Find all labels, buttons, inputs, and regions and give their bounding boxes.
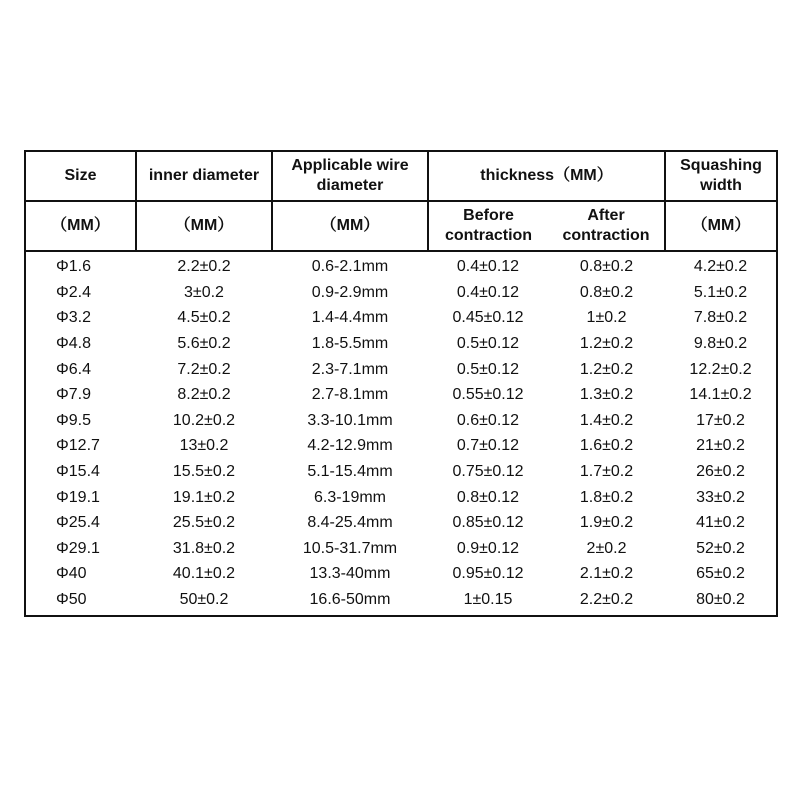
cell-inner-diameter: 15.5±0.2: [172, 463, 236, 481]
header-wire-diameter: Applicable wire diameter: [272, 151, 428, 201]
cell-size: Φ3.2: [56, 309, 92, 327]
cell-squashing-width: 65±0.2: [696, 565, 745, 583]
header-inner-diameter: inner diameter: [136, 151, 272, 201]
cell-thickness-before: 0.8±0.12: [456, 488, 520, 506]
cell-thickness-before: 0.75±0.12: [452, 463, 524, 481]
cell-wire-diameter: 8.4-25.4mm: [307, 514, 393, 532]
cell-inner-diameter: 2.2±0.2: [177, 258, 231, 276]
cell-thickness-before: 0.95±0.12: [452, 565, 524, 583]
table-row: [25, 561, 777, 587]
cell-size: Φ50: [56, 591, 87, 609]
cell-thickness-after: 1.8±0.2: [579, 488, 634, 506]
cell-wire-diameter: 1.4-4.4mm: [311, 309, 389, 327]
cell-wire-diameter: 5.1-15.4mm: [307, 463, 393, 481]
cell-squashing-width: 33±0.2: [696, 488, 745, 506]
cell-thickness-before: 1±0.15: [463, 591, 513, 609]
header-size: Size: [25, 151, 136, 201]
cell-inner-diameter: 25.5±0.2: [172, 514, 236, 532]
table-row: [25, 433, 777, 459]
cell-thickness-after: 0.8±0.2: [579, 258, 634, 276]
cell-wire-diameter: 2.7-8.1mm: [311, 386, 389, 404]
cell-inner-diameter: 3±0.2: [184, 283, 224, 301]
cell-inner-diameter: 31.8±0.2: [172, 539, 236, 557]
table-row: [25, 587, 777, 617]
cell-thickness-after: 2.2±0.2: [579, 591, 634, 609]
cell-size: Φ15.4: [56, 463, 100, 481]
cell-thickness-after: 1.9±0.2: [579, 514, 634, 532]
cell-size: Φ25.4: [56, 514, 100, 532]
cell-size: Φ6.4: [56, 360, 92, 378]
cell-thickness-before: 0.9±0.12: [456, 539, 520, 557]
cell-wire-diameter: 0.9-2.9mm: [311, 283, 389, 301]
cell-thickness-before: 0.5±0.12: [456, 335, 520, 353]
header-squashing-width-unit: （MM）: [665, 201, 777, 251]
cell-thickness-after: 1.2±0.2: [579, 360, 634, 378]
cell-size: Φ29.1: [56, 539, 100, 557]
cell-thickness-after: 0.8±0.2: [579, 283, 634, 301]
cell-thickness-before: 0.55±0.12: [452, 386, 524, 404]
table-row: [25, 356, 777, 382]
cell-wire-diameter: 4.2-12.9mm: [307, 437, 393, 455]
cell-thickness-after: 1.4±0.2: [579, 411, 634, 429]
header-after-contraction: After contraction: [548, 201, 665, 251]
cell-thickness-after: 1.3±0.2: [579, 386, 634, 404]
cell-squashing-width: 7.8±0.2: [693, 309, 748, 327]
cell-inner-diameter: 40.1±0.2: [172, 565, 236, 583]
table-row: [25, 251, 777, 280]
cell-thickness-after: 1.6±0.2: [579, 437, 634, 455]
cell-thickness-before: 0.45±0.12: [452, 309, 524, 327]
cell-thickness-before: 0.85±0.12: [452, 514, 524, 532]
cell-wire-diameter: 13.3-40mm: [309, 565, 391, 583]
table-row: [25, 510, 777, 536]
cell-size: Φ2.4: [56, 283, 92, 301]
table-row: [25, 280, 777, 306]
cell-squashing-width: 21±0.2: [696, 437, 745, 455]
cell-wire-diameter: 10.5-31.7mm: [302, 539, 398, 557]
cell-squashing-width: 26±0.2: [696, 463, 745, 481]
cell-size: Φ12.7: [56, 437, 100, 455]
cell-squashing-width: 12.2±0.2: [689, 360, 752, 378]
cell-wire-diameter: 2.3-7.1mm: [311, 360, 389, 378]
cell-inner-diameter: 8.2±0.2: [177, 386, 231, 404]
cell-inner-diameter: 13±0.2: [179, 437, 229, 455]
cell-squashing-width: 41±0.2: [696, 514, 745, 532]
cell-wire-diameter: 0.6-2.1mm: [311, 258, 389, 276]
cell-thickness-before: 0.5±0.12: [456, 360, 520, 378]
cell-size: Φ1.6: [56, 258, 92, 276]
table-row: [25, 459, 777, 485]
cell-inner-diameter: 19.1±0.2: [172, 488, 236, 506]
cell-thickness-before: 0.4±0.12: [456, 283, 520, 301]
cell-size: Φ9.5: [56, 411, 92, 429]
header-inner-diameter-unit: （MM）: [136, 201, 272, 251]
cell-size: Φ4.8: [56, 335, 92, 353]
cell-size: Φ7.9: [56, 386, 92, 404]
header-row-main: [25, 151, 777, 201]
cell-thickness-after: 2.1±0.2: [579, 565, 634, 583]
table-row: [25, 331, 777, 357]
header-wire-diameter-unit: （MM）: [272, 201, 428, 251]
cell-inner-diameter: 4.5±0.2: [177, 309, 231, 327]
table-row: [25, 484, 777, 510]
cell-inner-diameter: 10.2±0.2: [172, 411, 236, 429]
cell-squashing-width: 9.8±0.2: [693, 335, 748, 353]
cell-thickness-after: 1.7±0.2: [579, 463, 634, 481]
cell-squashing-width: 14.1±0.2: [689, 386, 752, 404]
cell-squashing-width: 5.1±0.2: [693, 283, 748, 301]
header-size-unit: （MM）: [25, 201, 136, 251]
cell-thickness-after: 1±0.2: [586, 309, 627, 327]
cell-squashing-width: 80±0.2: [696, 591, 745, 609]
cell-size: Φ40: [56, 565, 87, 583]
table-row: [25, 408, 777, 434]
header-row-units: [25, 201, 777, 251]
cell-inner-diameter: 5.6±0.2: [177, 335, 231, 353]
header-thickness: thickness（MM）: [428, 151, 665, 201]
header-squashing-width: Squashing width: [665, 151, 777, 201]
cell-wire-diameter: 16.6-50mm: [309, 591, 391, 609]
cell-thickness-before: 0.6±0.12: [456, 411, 520, 429]
cell-thickness-after: 2±0.2: [586, 539, 627, 557]
cell-squashing-width: 52±0.2: [696, 539, 745, 557]
cell-inner-diameter: 50±0.2: [179, 591, 229, 609]
header-before-contraction: Before contraction: [428, 201, 548, 251]
cell-inner-diameter: 7.2±0.2: [177, 360, 231, 378]
cell-wire-diameter: 1.8-5.5mm: [311, 335, 389, 353]
cell-thickness-before: 0.7±0.12: [456, 437, 520, 455]
cell-squashing-width: 17±0.2: [696, 411, 745, 429]
cell-thickness-after: 1.2±0.2: [579, 335, 634, 353]
table-row: [25, 305, 777, 331]
table-row: [25, 382, 777, 408]
cell-size: Φ19.1: [56, 488, 100, 506]
cell-thickness-before: 0.4±0.12: [456, 258, 520, 276]
cell-wire-diameter: 3.3-10.1mm: [307, 411, 393, 429]
cell-squashing-width: 4.2±0.2: [693, 258, 748, 276]
table-body: [25, 251, 777, 616]
table-row: [25, 536, 777, 562]
cell-wire-diameter: 6.3-19mm: [313, 488, 387, 506]
spec-table: [24, 150, 778, 617]
